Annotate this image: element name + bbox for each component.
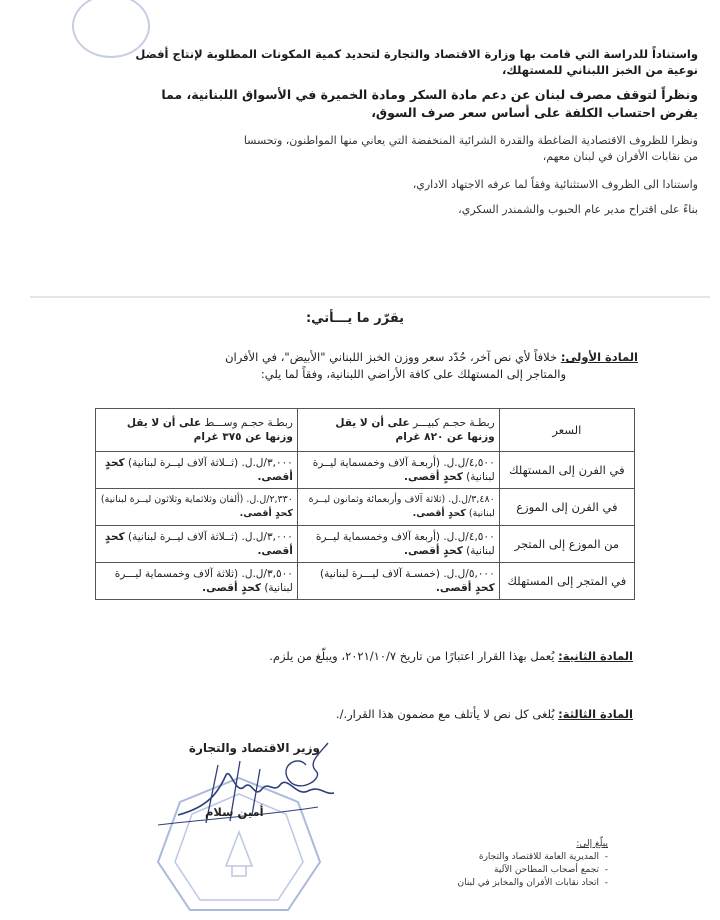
article-1-text-line2: والمتاجر إلى المستهلك على كافة الأراضي اللبنانية، وفقاً لما يلي: [260,367,566,381]
max-label: كحدٍ أقصى. [412,508,466,519]
row-label: في الفرن إلى الموزع [499,489,634,526]
intro-p2-line1: ونظراً لتوقف مصرف لبنان عن دعم مادة السكر ومادة الخميرة في الأسواق اللبنانية، مما [161,87,698,102]
header-mid-b: على أن لا يقل [126,417,202,429]
signature-title: وزير الاقتصاد والتجارة [188,741,320,755]
intro-paragraph-1 [100,46,698,78]
article-2-text: يُعمل بهذا القرار اعتبارًا من تاريخ ٢٠٢١/١٠/٧، ويبلّغ من يلزم. [269,649,555,663]
article-1-label: المادة الأولى: [560,350,638,364]
distribution-item-text: المديرية العامة للاقتصاد والتجارة [478,852,600,862]
intro-p3-line2: من نقابات الأفران في لبنان معهم، [542,150,698,163]
big-price-text: ٤,٥٠٠/ل.ل. (أربعـة آلاف وخمسماية ليــرة لبنانية) [312,457,495,483]
article-2 [100,648,633,665]
table-row [96,563,635,600]
row-mid-price [96,452,298,489]
intro-p1-line2: نوعية من الخبز اللبناني للمستهلك، [501,63,698,77]
header-price: السعر [499,409,634,452]
row-big-price [297,526,499,563]
distribution-item: - المديرية العامة للاقتصاد والتجارة [478,852,608,862]
mid-price-text: ٣,٠٠٠/ل.ل. (ثــلاثة آلاف ليــرة لبنانية) [128,457,293,469]
header-mid-a: ربطـة حجـم وســـط [204,417,293,429]
intro-paragraph-5: بناءً على اقتراح مدير عام الحبوب والشمندر السكري، [458,203,698,216]
mid-price-text: ٢,٣٣٠/ل.ل. (ألفان وثلاثماية وثلاثون ليــرة لبنانية) [100,494,293,505]
intro-p2-line2: يفرض احتساب الكلفة على أساس سعر صرف السوق، [371,105,698,120]
distribution-item-text: تجمع أصحاب المطاحن الآلية [494,865,600,875]
intro-p3-line1: ونظرا للظروف الاقتصادية الضاغطة والقدرة الشرائية المنخفضة التي يعاني منها المواطنون، وتحسسا [243,134,698,147]
table-row [96,489,635,526]
distribution-list [380,838,608,890]
table-row [96,526,635,563]
header-mid-c: وزنها عن ٣٧٥ غرام [193,431,293,443]
big-price-text: ٥,٠٠٠/ل.ل. (خمسـة آلاف ليـــرة لبنانية) [320,568,495,580]
header-big-c: وزنها عن ٨٢٠ غرام [395,431,495,443]
max-label: كحدٍ أقصى. [403,545,463,557]
header-big-b: على أن لا يقل [335,417,410,429]
article-1 [100,349,638,383]
max-label: كحدٍ أقصى. [403,471,463,483]
page-divider [30,296,710,298]
price-table [95,408,635,600]
row-mid-price [96,563,298,600]
big-price-text: ٤,٥٠٠/ل.ل. (أربعة آلاف وخمسماية ليــرة لبنانية) [315,531,495,557]
article-3-label: المادة الثالثة: [558,707,633,721]
article-2-label: المادة الثانية: [558,649,633,663]
distribution-item-text: اتحاد نقابات الأفران والمخابز في لبنان [457,878,600,888]
article-3 [100,706,633,723]
distribution-title: يبلّغ إلى: [576,839,608,849]
max-label: كحدٍ أقصى. [104,531,293,557]
article-1-text-line1: خلافاً لأي نص آخر، حُدّد سعر ووزن الخبز اللبناني "الأبيض"، في الأفران [225,350,558,364]
intro-paragraph-3 [100,133,698,165]
intro-paragraph-4: واستنادا الى الظروف الاستثنائية وفقاً لما عرفه الاجتهاد الاداري، [412,178,698,191]
header-big-bundle [297,409,499,452]
intro-paragraph-2 [100,86,698,122]
max-label: كحدٍ أقصى. [202,582,261,594]
distribution-item: - اتحاد نقابات الأفران والمخابز في لبنان [457,878,608,888]
max-label: كحدٍ أقصى. [104,457,293,483]
row-big-price [297,452,499,489]
distribution-item: - تجمع أصحاب المطاحن الآلية [494,865,608,875]
row-mid-price [96,526,298,563]
header-big-a: ربطـة حجـم كبيـــر [413,417,495,429]
article-3-text: يُلغى كل نص لا يأتلف مع مضمون هذا القرار./. [335,707,555,721]
table-row [96,452,635,489]
table-header-row [96,409,635,452]
row-mid-price [96,489,298,526]
mid-price-text: ٣,٥٠٠/ل.ل. (ثلاثة آلاف وخمسماية ليـــرة لبنانية) [114,568,293,594]
big-price-text: ٣,٤٨٠/ل.ل. (ثلاثة آلاف وأربعمائة وثمانون ليــرة لبنانية) [308,494,495,519]
row-label: في المتجر إلى المستهلك [499,563,634,600]
max-label: كحدٍ أقصى. [239,508,293,519]
row-big-price [297,489,499,526]
row-label: من الموزع إلى المتجر [499,526,634,563]
decision-heading: يقرّر ما يـــأتي: [305,311,405,326]
row-label: في الفرن إلى المستهلك [499,452,634,489]
max-label: كحدٍ أقصى. [435,582,495,594]
header-mid-bundle [96,409,298,452]
row-big-price [297,563,499,600]
article-1-line1 [100,349,638,366]
mid-price-text: ٣,٠٠٠/ل.ل. (ثــلاثة آلاف ليــرة لبنانية) [128,531,293,543]
intro-p1-line1: واستناداً للدراسة التي قامت بها وزارة الاقتصاد والتجارة لتحديد كمية المكونات المطلوبة لإنتاج أفضل [135,47,698,61]
signatory-name: أمين سلام [205,805,264,819]
